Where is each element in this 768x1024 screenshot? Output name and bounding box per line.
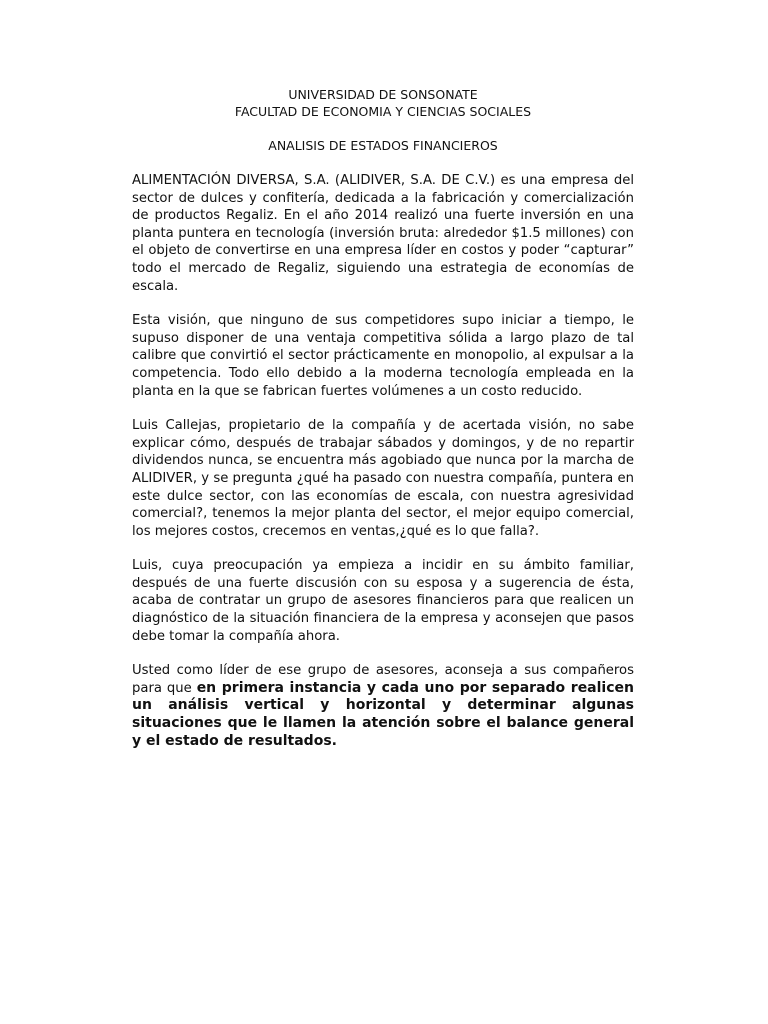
- paragraph-assignment: [132, 662, 634, 750]
- assignment-intro-text: Usted como líder de ese grupo de asesores, aconseja a sus compañeros para que: [132, 663, 634, 696]
- document-title: ANALISIS DE ESTADOS FINANCIEROS: [268, 138, 498, 153]
- document-page: [132, 86, 634, 750]
- university-name: UNIVERSIDAD DE SONSONATE: [288, 87, 478, 102]
- paragraph-advisors-hired: Luis, cuya preocupación ya empieza a incidir en su ámbito familiar, después de una fuerte discusión con su esposa y a sugerencia de ésta, acaba de contratar un grupo de asesores financieros para que realicen un diagnóstico de la situación financiera de la empresa y aconsejen que pasos debe tomar la compañía ahora.: [132, 558, 634, 644]
- faculty-name: FACULTAD DE ECONOMIA Y CIENCIAS SOCIALES: [234, 104, 532, 119]
- assignment-instruction-bold: en primera instancia y cada uno por separado realicen un análisis vertical y horizontal y determinar algunas situaciones que le llamen la atención sobre el balance general y el estado de resultados.: [132, 679, 634, 749]
- paragraph-vision: Esta visión, que ninguno de sus competidores supo iniciar a tiempo, le supuso disponer de una ventaja competitiva sólida a largo plazo de tal calibre que convirtió el sector prácticamente en monopolio, al expulsar a la competencia. Todo ello debido a la moderna tecnología empleada en la planta en la que se fabrican fuertes volúmenes a un costo reducido.: [132, 313, 634, 399]
- paragraph-company-intro: ALIMENTACIÓN DIVERSA, S.A. (ALIDIVER, S.A. DE C.V.) es una empresa del sector de dulces y confitería, dedicada a la fabricación y comercialización de productos Regaliz. En el año 2014 realizó una fuerte inversión en una planta puntera en tecnología (inversión bruta: alrededor $1.5 millones) con el objeto de convertirse en una empresa líder en costos y poder “capturar” todo el mercado de Regaliz, siguiendo una estrategia de economías de escala.: [132, 173, 634, 294]
- paragraph-owner-question: Luis Callejas, propietario de la compañía y de acertada visión, no sabe explicar cómo, después de trabajar sábados y domingos, y de no repartir dividendos nunca, se encuentra más agobiado que nunca por la marcha de ALIDIVER, y se pregunta ¿qué ha pasado con nuestra compañía, puntera en este dulce sector, con las economías de escala, con nuestra agresividad comercial?, tenemos la mejor planta del sector, el mejor equipo comercial, los mejores costos, crecemos en ventas,¿qué es lo que falla?.: [132, 418, 634, 539]
